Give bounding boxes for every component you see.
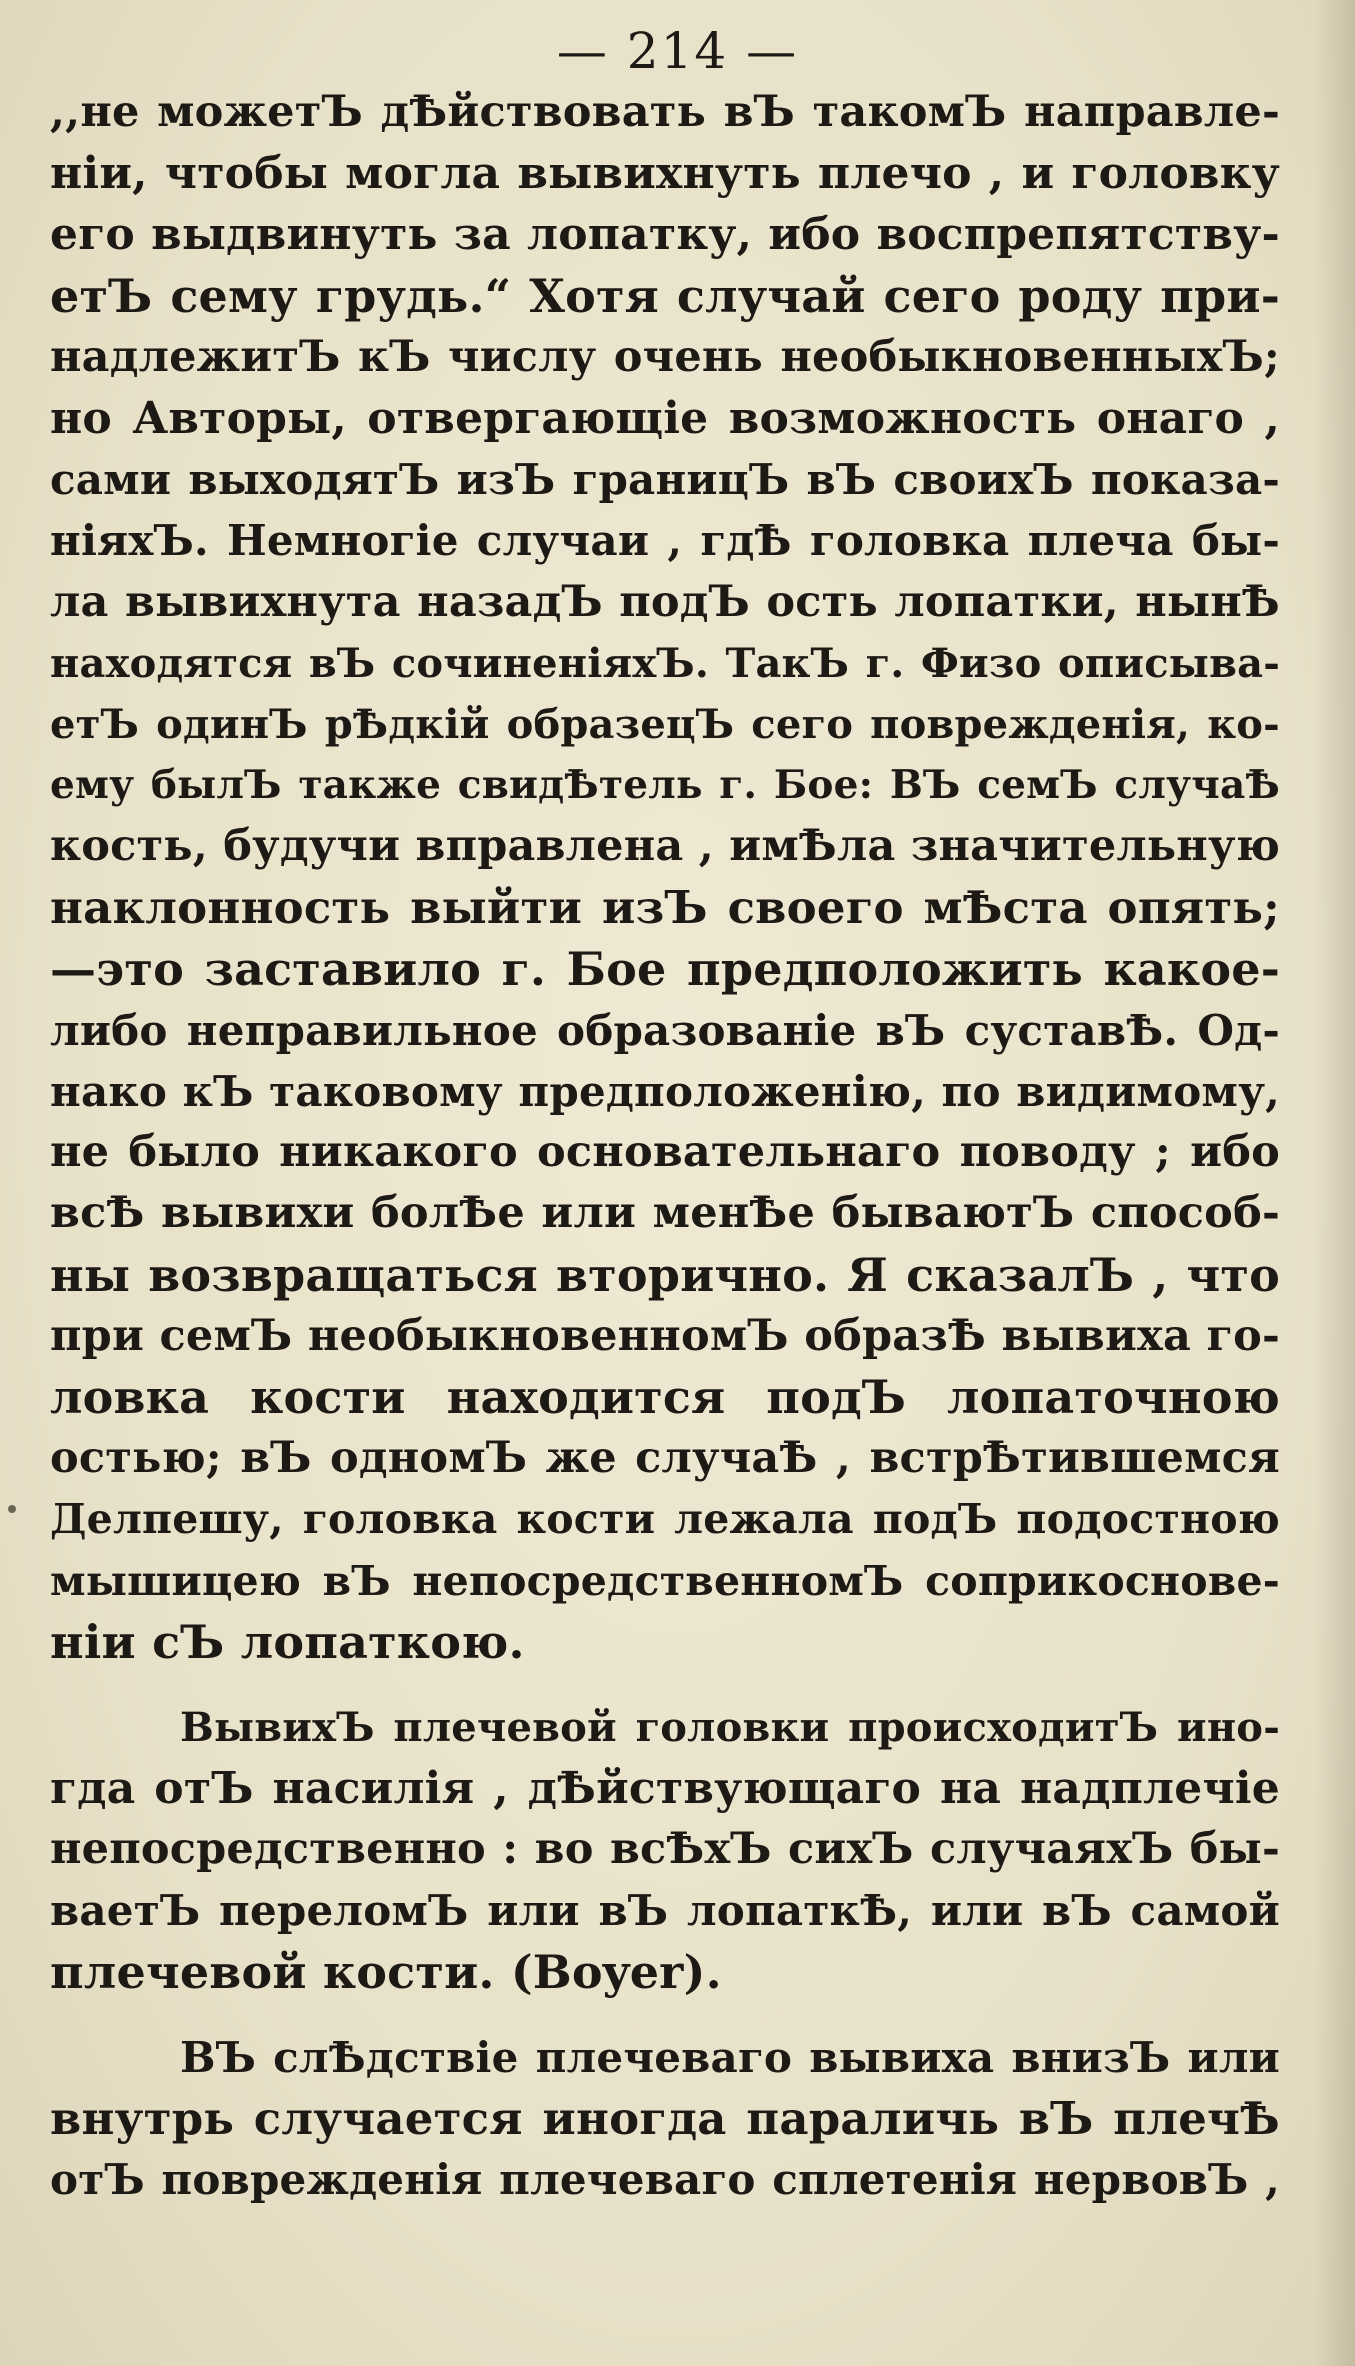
text-line: его выдвинуть за лопатку, ибо воспрепятству- — [50, 209, 1280, 261]
margin-speck — [8, 1505, 16, 1513]
text-line: внутрь случается иногда параличь вЪ плечѢ — [50, 2092, 1280, 2145]
text-line: отЪ поврежденія плечеваго сплетенія нервовЪ , — [50, 2155, 1280, 2205]
paragraph — [50, 2027, 1280, 2211]
page-edge-shadow — [1315, 0, 1355, 2366]
text-line: кость, будучи вправлена , имѢла значительную — [50, 821, 1280, 872]
text-line: находятся вЪ сочиненіяхЪ. ТакЪ г. Физо описыва- — [50, 639, 1280, 687]
text-line: гда отЪ насилія , дѢйствующаго на надплечіе — [50, 1763, 1280, 1815]
page-number: — 214 — — [556, 22, 799, 80]
text-line: нако кЪ таковому предположенію, по видимому, — [50, 1067, 1280, 1116]
text-line: ны возвращаться вторично. Я сказалЪ , что — [50, 1247, 1280, 1302]
text-line: ВывихЪ плечевой головки происходитЪ ино- — [180, 1703, 1280, 1751]
text-line: ,,не можетЪ дѢйствовать вЪ такомЪ направле- — [50, 87, 1280, 137]
text-line: ніяхЪ. Немногіе случаи , гдѢ головка плеча бы- — [50, 516, 1280, 566]
paragraph-gap — [50, 1673, 1280, 1697]
paragraph — [50, 1697, 1280, 2003]
text-line: остью; вЪ одномЪ же случаѢ , встрѢтившемся — [50, 1433, 1280, 1484]
text-line: ВЪ слѢдствіе плечеваго вывиха внизЪ или — [180, 2032, 1280, 2082]
text-line: всѢ вывихи болѢе или менѢе бываютЪ способ- — [50, 1188, 1280, 1239]
text-line: мышицею вЪ непосредственномЪ соприкоснове- — [50, 1556, 1280, 1605]
text-line: ніи сЪ лопаткою. — [50, 1614, 525, 1669]
text-line: надлежитЪ кЪ числу очень необыкновенныхЪ; — [50, 331, 1280, 382]
text-line: непосредственно : во всѢхЪ сихЪ случаяхЪ бы- — [50, 1824, 1280, 1875]
text-line: ему былЪ также свидѢтель г. Бое: ВЪ семЪ случаѢ — [50, 762, 1280, 809]
text-line: наклонность выйти изЪ своего мѢста опять; — [50, 881, 1280, 935]
text-line: —это заставило г. Бое предположить какое- — [50, 941, 1280, 996]
text-line: ніи, чтобы могла вывихнуть плечо , и головку — [50, 148, 1280, 200]
text-line: етЪ одинЪ рѢдкій образецЪ сего поврежденія, ко- — [50, 700, 1280, 748]
text-line: но Авторы, отвергающіе возможность онаго , — [50, 392, 1280, 444]
text-line: ла вывихнута назадЪ подЪ ость лопатки, нынѢ — [50, 576, 1280, 627]
text-line: ловка кости находится подЪ лопаточною — [50, 1369, 1280, 1424]
text-line: ваетЪ переломЪ или вЪ лопаткѢ, или вЪ самой — [50, 1886, 1280, 1936]
paragraph — [50, 82, 1280, 1673]
text-line: сами выходятЪ изЪ границЪ вЪ своихЪ показа- — [50, 455, 1280, 505]
text-line: при семЪ необыкновенномЪ образѢ вывиха го- — [50, 1310, 1280, 1361]
body-text — [50, 82, 1280, 2210]
text-line: Делпешу, головка кости лежала подЪ подостною — [50, 1495, 1280, 1544]
text-line: етЪ сему грудь.“ Хотя случай сего роду при- — [50, 268, 1280, 323]
paragraph-gap — [50, 2003, 1280, 2027]
text-line: не было никакого основательнаго поводу ; ибо — [50, 1127, 1280, 1178]
text-line: плечевой кости. (Boyer). — [50, 1944, 722, 1999]
text-line: либо неправильное образованіе вЪ суставѢ. Од- — [50, 1005, 1280, 1055]
